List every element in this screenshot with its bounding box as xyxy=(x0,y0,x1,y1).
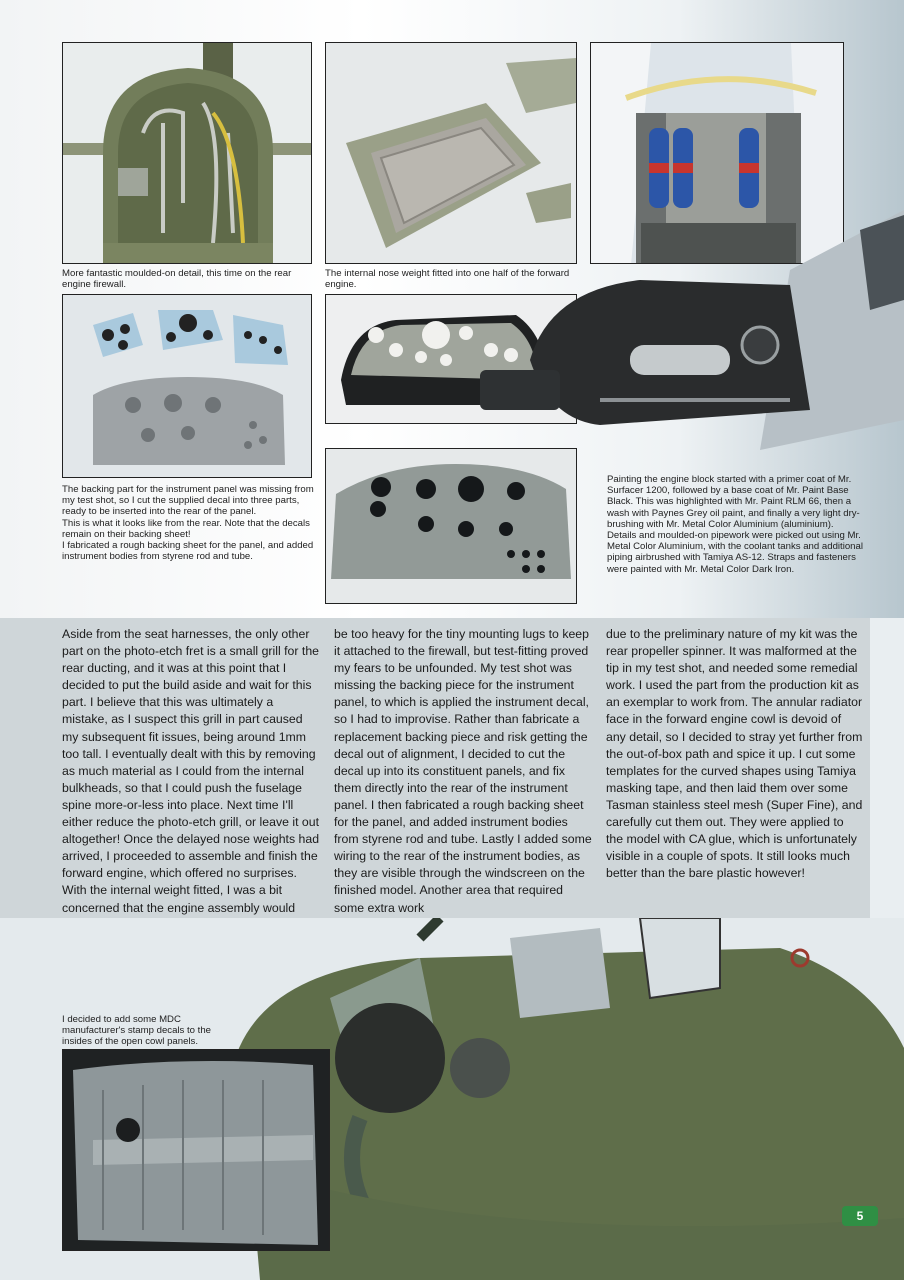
caption-cowl-panels: I decided to add some MDC manufacturer's stamp decals to the insides of the open cowl panels. xyxy=(62,1014,212,1048)
photo-instrument-decals xyxy=(62,294,312,478)
caption-instrument-panel-2: This is what it looks like from the rear. Note that the decals remain on their backing sheet! xyxy=(62,517,310,540)
photo-firewall xyxy=(62,42,312,264)
body-column-2-text: be too heavy for the tiny mounting lugs to keep it attached to the firewall, but test-fitting proved my fears to be unfounded. My test shot was missing the backing piece for the instrument panel, to which is applied the instrument decal, so I had to improvise. Rather than fabricate a replacement backing piece and risk getting the decal out of alignment, I decided to cut the decal up into its constituent panels, and fix them directly into the rear of the instrument panel. I then fabricated a rough backing sheet for the panel, and added instrument bodies from styrene rod and tube. Lastly I added some wiring to the rear of the instrument bodies, as they are visible through the windscreen on the finished model. Another area that required some extra work xyxy=(334,627,592,915)
engine-photo xyxy=(460,210,904,470)
caption-engine-block-2: Details and moulded-on pipework were picked out using Mr. Metal Color Aluminium, with the coolant tanks and additional piping airbrushed with Tamiya AS-12. Straps and fasteners were painted with Mr. Metal Color Dark Iron. xyxy=(607,530,863,575)
photo-finished-panel xyxy=(325,448,577,604)
body-column-2 xyxy=(334,626,592,917)
caption-firewall: More fantastic moulded-on detail, this time on the rear engine firewall. xyxy=(62,268,292,291)
caption-engine-block xyxy=(607,474,867,575)
body-column-1 xyxy=(62,626,320,917)
photo-cowl-panel xyxy=(62,1049,330,1251)
caption-engine-block-1: Painting the engine block started with a primer coat of Mr. Surfacer 1200, followed by a base coat of Mr. Paint Base Black. This was highlighted with Mr. Paint RLM 66, then a wash with Paynes Grey oil paint, and finally a very light dry-brushing with Mr. Metal Color Aluminium (aluminium). xyxy=(607,474,860,530)
page-number: 5 xyxy=(842,1206,878,1226)
caption-nose-weight: The internal nose weight fitted into one half of the forward engine. xyxy=(325,268,570,291)
caption-instrument-panel-1: The backing part for the instrument panel was missing from my test shot, so I cut the supplied decal into three parts, ready to be inserted into the rear of the panel. xyxy=(62,484,314,518)
body-column-3-text: due to the preliminary nature of my kit was the rear propeller spinner. It was malformed at the tip in my test shot, and needed some remedial work. I used the part from the production kit as an exemplar to work from. The annular radiator face in the forward engine cowl is devoid of any detail, so I decided to stray yet further from the out-of-box path and spice it up. I cut some templates for the curved shapes using Tamiya masking tape, and then laid them over some Tasman stainless steel mesh (Super Fine), and carefully cut them out. They were applied to the model with CA glue, which is unfortunately visible in a couple of spots. It still looks much better than the bare plastic however! xyxy=(606,627,863,881)
body-column-1-text: Aside from the seat harnesses, the only other part on the photo-etch fret is a small grill for the rear ducting, and it was at this point that I decided to put the build aside and wait for this part. I believe that this was ultimately a mistake, as I suspect this grill in part caused my subsequent fit issues, being around 1mm too tall. I eventually dealt with this by removing as much material as I could from the internal bulkheads, so that I could push the fuselage spine more-or-less into place. Next time I'll either reduce the photo-etch grill, or leave it out altogether! Once the delayed nose weights had arrived, I proceeded to assemble and finish the forward engine, which offered no surprises. With the internal weight fitted, I was a bit concerned that the engine assembly would xyxy=(62,627,320,915)
body-column-3 xyxy=(606,626,864,882)
caption-instrument-panel xyxy=(62,484,314,562)
caption-instrument-panel-3: I fabricated a rough backing sheet for the panel, and added instrument bodies from styrene rod and tube. xyxy=(62,540,314,563)
